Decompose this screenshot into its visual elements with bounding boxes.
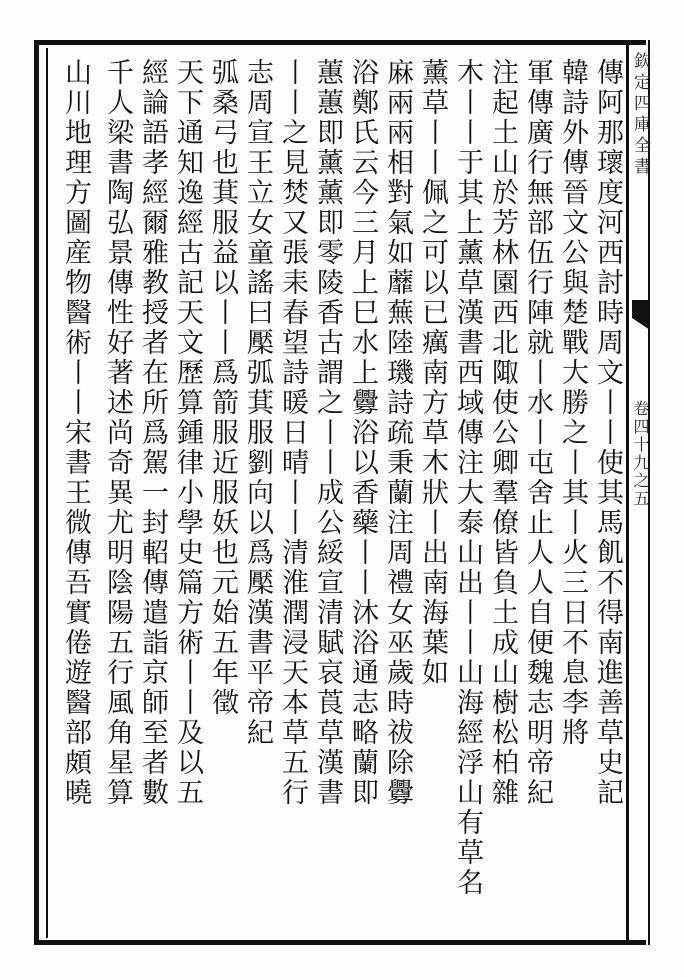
- text-column-6: 薰草丨丨佩之可以已癘南方草木狀丨出南海葉如: [417, 58, 448, 688]
- margin-rule-left: [626, 40, 629, 945]
- text-column-3: 軍傳廣行無部伍行陣就丨水丨屯舍止人人自便魏志明帝紀: [522, 58, 553, 808]
- text-column-12: 弧桑弓也萁服益以丨丨爲箭服近服妖也元始五年徵: [207, 58, 238, 718]
- text-column-16: 山川地理方圖産物醫術丨丨宋書王微傳吾實倦遊醫部頗曉: [60, 58, 91, 808]
- text-column-2: 韓詩外傳晉文公與楚戰大勝之丨其丨火三日不息李將: [557, 58, 588, 748]
- text-column-13: 天下通知逸經古記天文歷算鍾律小學史篇方術丨丨及以五: [172, 58, 203, 808]
- text-column-15: 千人梁書陶弘景傳性好著述尚奇異尤明陰陽五行風角星算: [102, 58, 133, 808]
- text-column-7: 麻兩兩相對氣如蘼蕪陸璣詩疏秉蘭注周禮女巫歲時祓除釁: [382, 58, 413, 808]
- text-column-14: 經論語孝經爾雅教授者在所爲駕一封軺傳遣詣京師至者數: [137, 58, 168, 808]
- margin-chapter-label: 卷四十九之五: [631, 400, 650, 508]
- left-border-line: [46, 48, 48, 938]
- text-column-5: 木丨丨于其上薰草漢書西域傳注大泰山出丨丨山海經浮山有草名: [452, 58, 483, 898]
- text-column-11: 志周宣王立女童謠曰檿弧萁服劉向以爲檿漢書平帝紀: [242, 58, 273, 748]
- text-column-10: 丨丨之見焚又張耒春望詩暖日晴丨丨清淮潤浸天本草五行: [277, 58, 308, 808]
- margin-book-title: 欽定四庫全書: [630, 52, 650, 178]
- text-column-4: 注起土山於芳林園西北陬使公卿羣僚皆負土成山樹松柏雜: [487, 58, 518, 808]
- text-column-1: 傳阿那瓌度河西討時周文丨丨使其馬飢不得南進善草史記: [592, 58, 623, 808]
- text-column-8: 浴鄭氏云今三月上巳水上釁浴以香藥丨丨沐浴通志略蘭即: [347, 58, 378, 808]
- text-column-9: 蕙蕙即薰薰即零陵香古謂之丨丨成公綏宣清賦哀莨草漢書: [312, 58, 343, 808]
